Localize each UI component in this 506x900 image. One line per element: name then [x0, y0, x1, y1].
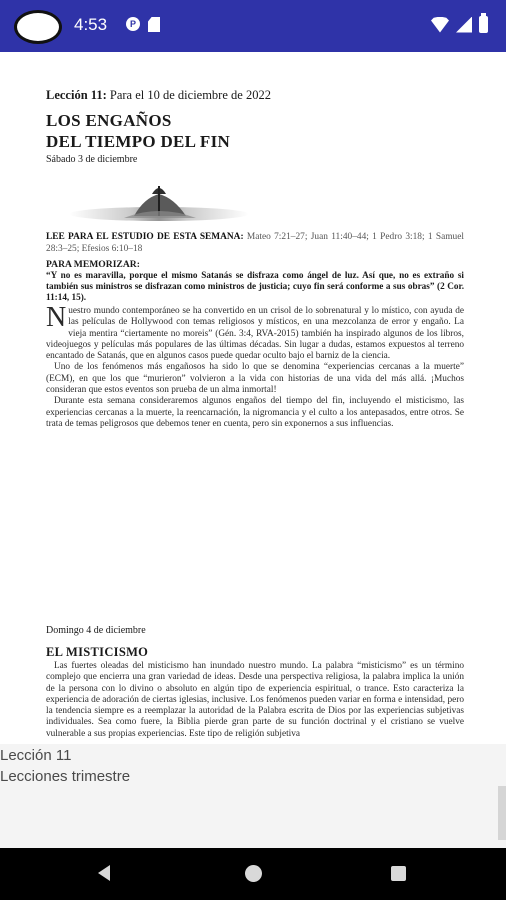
document-view[interactable] — [0, 52, 506, 744]
list-item-leccion[interactable]: Lección 11 — [0, 747, 72, 764]
lesson-line — [46, 88, 464, 103]
recents-icon[interactable] — [391, 866, 406, 881]
study-label: LEE PARA EL ESTUDIO DE ESTA SEMANA: — [46, 232, 244, 242]
dropcap: N — [46, 302, 67, 333]
signal-icon — [456, 17, 472, 33]
intro-body — [46, 302, 464, 430]
memorize-text: “Y no es maravilla, porque el mismo Satanás se disfraza como ángel de luz. Así que, no es extraño si también sus ministros se disfrazan como ministros de justicia; cuyo fin será conforme a sus obras” (2 Cor. 11:14, 15). — [46, 270, 464, 303]
home-icon[interactable] — [245, 865, 262, 882]
sd-card-icon — [148, 17, 160, 32]
memorize-heading: PARA MEMORIZAR: — [46, 259, 140, 270]
status-time: 4:53 — [74, 15, 108, 34]
circle-p-icon: P — [126, 17, 140, 31]
day-heading-sunday: Domingo 4 de diciembre — [46, 625, 146, 636]
list-item-lecciones-trimestre[interactable]: Lecciones trimestre — [0, 768, 131, 785]
para-1 — [46, 302, 464, 362]
status-left-icons — [126, 17, 160, 32]
status-right-icons — [431, 16, 488, 33]
bottom-list-panel — [0, 744, 506, 848]
status-bar — [0, 0, 506, 52]
title-line-2: DEL TIEMPO DEL FIN — [46, 132, 231, 151]
day-heading-saturday: Sábado 3 de diciembre — [46, 154, 138, 165]
para-2: Uno de los fenómenos más engañosos ha sido lo que se denomina “experiencias cercanas a la muerte” (ECM), en que los que “murieron” volvieron a la vida con historias de una vida del más allá. ¡Muchos consideran que estos eventos son prueba de un alma inmortal! — [46, 362, 464, 396]
title-line-1: LOS ENGAÑOS — [46, 111, 172, 130]
para-4: Las fuertes oleadas del misticismo han inundado nuestro mundo. La palabra “misticismo” es un término complejo que encierra una gran variedad de ideas. Desde una perspectiva religiosa, la palabra implica la unión de la persona con lo divino o absoluto en algún tipo de experiencia espiritual, o trance. Esto caracteriza la experiencia de adoración de ciertas iglesias, inclusive. Los fenómenos pueden variar en forma e intensidad, pero la tendencia siempre es a reemplazar la autoridad de la Palabra escrita de Dios por las experiencias subjetivas individuales. Sea como fuere, la Biblia pierde gran parte de su función doctrinal y el cristiano se vuelve vulnerable a sus propias experiencias. Este tipo de religión subjetiva — [46, 661, 464, 739]
navigation-bar — [0, 848, 506, 900]
section-title: EL MISTICISMO — [46, 645, 149, 659]
para-3: Durante esta semana consideraremos algunos engaños del tiempo del fin, incluyendo el misticismo, las experiencias cercanas a la muerte, la reencarnación, la nigromancia y el culto a los antepasados, entre otros. Se trata de temas peligrosos que debemos tener en cuenta, pero sin exponernos a sus influencias. — [46, 396, 464, 429]
battery-icon — [479, 16, 488, 33]
lesson-label: Lección 11: — [46, 88, 107, 102]
back-icon[interactable] — [98, 865, 110, 881]
panel-scrollbar[interactable] — [498, 786, 506, 840]
notification-avatar-icon — [14, 10, 62, 44]
study-refs: Mateo 7:21–27; Juan 11:40–44; 1 Pedro 3:18; 1 Samuel 28:3–25; Efesios 6:10–18 — [46, 232, 464, 254]
lesson-date: Para el 10 de diciembre de 2022 — [109, 88, 271, 102]
wifi-icon — [431, 17, 449, 33]
para-1-text: uestro mundo contemporáneo se ha convertido en un crisol de lo sobrenatural y lo místico, con ayuda de las películas de Hollywood con temas religiosos y místicos, en una mezcolanza de error y engaño. La vieja mentira “ciertamente no moreis” (Gén. 3:4, RVA-2015) también ha inspirado algunos de los libros, videojuegos y películas más populares de las últimas décadas. Sin lugar a dudas, estamos expuestos al terreno encantado de Satanás, que en algunos casos puede quedar oculto bajo el barniz de la ciencia. — [46, 306, 464, 362]
illustration-image — [64, 180, 254, 222]
study-references — [46, 232, 464, 255]
lesson-title — [46, 110, 464, 152]
